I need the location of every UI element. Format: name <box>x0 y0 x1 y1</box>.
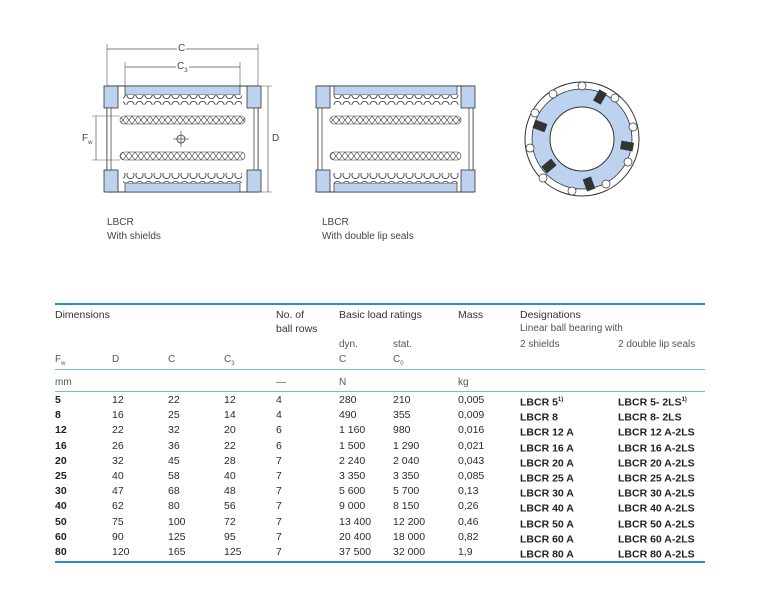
col-c: C <box>168 354 176 365</box>
cell-s1: LBCR 25 A <box>520 472 574 485</box>
cell-mass: 0,46 <box>458 515 479 528</box>
col-d: D <box>112 354 120 365</box>
cell-fw: 60 <box>55 530 67 543</box>
cell-n: 6 <box>276 439 282 452</box>
table-row <box>55 515 705 530</box>
cell-c: 36 <box>168 439 180 452</box>
cell-stat: 2 040 <box>393 454 420 467</box>
cell-stat: 8 150 <box>393 500 420 513</box>
cell-s2: LBCR 30 A-2LS <box>618 487 695 500</box>
cell-c3: 125 <box>224 546 242 558</box>
header-load: Basic load ratings <box>339 309 422 321</box>
dim-c3-label: $C_3$ <box>176 60 189 78</box>
cell-dyn: 3 350 <box>339 470 366 482</box>
drawing-with-seals <box>316 86 475 192</box>
dim-d-label: D <box>272 133 280 144</box>
caption-seals <box>322 216 414 244</box>
cell-d: 75 <box>112 515 124 528</box>
cell-dyn: 490 <box>339 409 357 422</box>
cell-n: 4 <box>276 409 282 422</box>
cell-c3: 14 <box>224 409 236 422</box>
cell-d: 40 <box>112 470 124 482</box>
cell-c: 22 <box>168 394 180 406</box>
table-row <box>55 393 705 408</box>
cell-mass: 0,82 <box>458 530 479 543</box>
cell-s2: LBCR 12 A-2LS <box>618 426 695 439</box>
cell-n: 7 <box>276 515 282 528</box>
cell-s1: LBCR 5$^{1)}$ <box>520 396 564 409</box>
table-row <box>55 454 705 469</box>
col-stat: $C_0$ <box>393 354 404 367</box>
col-dyn: C <box>339 354 347 365</box>
cell-n: 7 <box>276 454 282 467</box>
cell-c: 80 <box>168 500 180 513</box>
cell-s2: LBCR 16 A-2LS <box>618 442 695 455</box>
cell-c: 25 <box>168 409 180 422</box>
cell-fw: 12 <box>55 424 67 437</box>
cell-n: 7 <box>276 470 282 482</box>
cell-s2: LBCR 5- 2LS$^{1)}$ <box>618 396 687 409</box>
cell-mass: 0,13 <box>458 485 479 498</box>
cell-dyn: 37 500 <box>339 546 372 558</box>
bearing-drawings <box>0 0 763 250</box>
cell-c3: 12 <box>224 394 236 406</box>
header-designations: Designations <box>520 309 581 321</box>
unit-mm: mm <box>55 377 72 388</box>
cell-dyn: 2 240 <box>339 454 366 467</box>
cell-stat: 210 <box>393 394 411 406</box>
cell-fw: 50 <box>55 515 67 528</box>
cell-dyn: 1 500 <box>339 439 366 452</box>
cell-d: 90 <box>112 530 124 543</box>
cell-fw: 20 <box>55 454 67 467</box>
cell-s1: LBCR 60 A <box>520 533 574 546</box>
cell-stat: 12 200 <box>393 515 426 528</box>
cell-mass: 0,085 <box>458 470 485 482</box>
cell-s1: LBCR 50 A <box>520 518 574 531</box>
dim-fw-label: $F_w$ <box>82 133 93 146</box>
cell-c3: 20 <box>224 424 236 437</box>
cell-s2: LBCR 20 A-2LS <box>618 457 695 470</box>
cell-stat: 980 <box>393 424 411 437</box>
table-row <box>55 469 705 484</box>
caption-seals-desc: With double lip seals <box>322 231 414 242</box>
cell-mass: 0,043 <box>458 454 485 467</box>
cell-c3: 95 <box>224 530 236 543</box>
cell-n: 7 <box>276 530 282 543</box>
header-dyn: dyn. <box>339 339 358 350</box>
cell-d: 12 <box>112 394 124 406</box>
cell-c3: 22 <box>224 439 236 452</box>
cell-d: 62 <box>112 500 124 513</box>
table-row <box>55 499 705 514</box>
cell-c3: 48 <box>224 485 236 498</box>
table-row <box>55 530 705 545</box>
cell-s2: LBCR 60 A-2LS <box>618 533 695 546</box>
header-designations-sub: Linear ball bearing with <box>520 323 623 334</box>
cell-d: 22 <box>112 424 124 437</box>
cell-dyn: 280 <box>339 394 357 406</box>
cell-mass: 0,005 <box>458 394 485 406</box>
cell-mass: 0,016 <box>458 424 485 437</box>
cell-fw: 16 <box>55 439 67 452</box>
caption-shields <box>107 216 161 244</box>
cell-d: 26 <box>112 439 124 452</box>
cell-s1: LBCR 20 A <box>520 457 574 470</box>
header-balls-1: No. of <box>276 309 305 321</box>
cell-n: 7 <box>276 500 282 513</box>
cell-dyn: 13 400 <box>339 515 372 528</box>
cell-n: 7 <box>276 546 282 558</box>
table-row <box>55 423 705 438</box>
cell-n: 6 <box>276 424 282 437</box>
dim-c-label: C <box>178 43 186 54</box>
drawing-cross-section <box>525 82 639 196</box>
cell-dyn: 1 160 <box>339 424 366 437</box>
cell-fw: 5 <box>55 394 61 406</box>
cell-c: 32 <box>168 424 180 437</box>
cell-mass: 0,021 <box>458 439 485 452</box>
cell-c3: 56 <box>224 500 236 513</box>
cell-s2: LBCR 25 A-2LS <box>618 472 695 485</box>
header-two-seals: 2 double lip seals <box>618 339 696 350</box>
cell-stat: 18 000 <box>393 530 426 543</box>
cell-c: 68 <box>168 485 180 498</box>
cell-s1: LBCR 8 <box>520 411 558 424</box>
cell-fw: 80 <box>55 546 67 558</box>
col-fw: $F_w$ <box>55 354 66 367</box>
caption-shields-desc: With shields <box>107 231 161 242</box>
cell-fw: 25 <box>55 470 67 482</box>
cell-n: 7 <box>276 485 282 498</box>
table-row <box>55 439 705 454</box>
cell-mass: 1,9 <box>458 546 473 558</box>
header-balls-2: ball rows <box>276 323 318 335</box>
header-two-shields: 2 shields <box>520 339 560 350</box>
cell-s1: LBCR 40 A <box>520 502 574 515</box>
unit-load: N <box>339 377 347 388</box>
table-top-rule <box>55 303 705 305</box>
cell-s1: LBCR 12 A <box>520 426 574 439</box>
table-units-rule <box>55 391 705 392</box>
unit-mass: kg <box>458 377 469 388</box>
col-c3: $C_3$ <box>224 354 235 367</box>
cell-c: 58 <box>168 470 180 482</box>
table-row <box>55 408 705 423</box>
header-dimensions: Dimensions <box>55 309 110 321</box>
caption-shields-name: LBCR <box>107 217 134 228</box>
cell-fw: 30 <box>55 485 67 498</box>
table-header-rule <box>55 369 705 370</box>
table-row <box>55 545 705 560</box>
unit-balls: — <box>276 377 286 388</box>
cell-c: 45 <box>168 454 180 467</box>
cell-dyn: 9 000 <box>339 500 366 513</box>
table-bottom-rule <box>55 561 705 563</box>
cell-n: 4 <box>276 394 282 406</box>
cell-s1: LBCR 30 A <box>520 487 574 500</box>
cell-dyn: 5 600 <box>339 485 366 498</box>
caption-seals-name: LBCR <box>322 217 349 228</box>
header-mass: Mass <box>458 309 484 321</box>
cell-s2: LBCR 80 A-2LS <box>618 548 695 561</box>
cell-mass: 0,009 <box>458 409 485 422</box>
cell-c3: 72 <box>224 515 236 528</box>
cell-dyn: 20 400 <box>339 530 372 543</box>
cell-d: 47 <box>112 485 124 498</box>
cell-s2: LBCR 40 A-2LS <box>618 502 695 515</box>
cell-c: 100 <box>168 515 186 528</box>
cell-stat: 1 290 <box>393 439 420 452</box>
cell-mass: 0,26 <box>458 500 479 513</box>
cell-stat: 5 700 <box>393 485 420 498</box>
cell-c: 165 <box>168 546 186 558</box>
cell-s1: LBCR 16 A <box>520 442 574 455</box>
cell-d: 16 <box>112 409 124 422</box>
cell-fw: 8 <box>55 409 61 422</box>
cell-stat: 3 350 <box>393 470 420 482</box>
cell-d: 32 <box>112 454 124 467</box>
cell-c3: 28 <box>224 454 236 467</box>
cell-fw: 40 <box>55 500 67 513</box>
cell-s2: LBCR 8- 2LS <box>618 411 682 424</box>
cell-stat: 355 <box>393 409 411 422</box>
cell-s1: LBCR 80 A <box>520 548 574 561</box>
cell-d: 120 <box>112 546 130 558</box>
cell-c: 125 <box>168 530 186 543</box>
cell-c3: 40 <box>224 470 236 482</box>
cell-stat: 32 000 <box>393 546 426 558</box>
cell-s2: LBCR 50 A-2LS <box>618 518 695 531</box>
table-row <box>55 484 705 499</box>
header-stat: stat. <box>393 339 412 350</box>
